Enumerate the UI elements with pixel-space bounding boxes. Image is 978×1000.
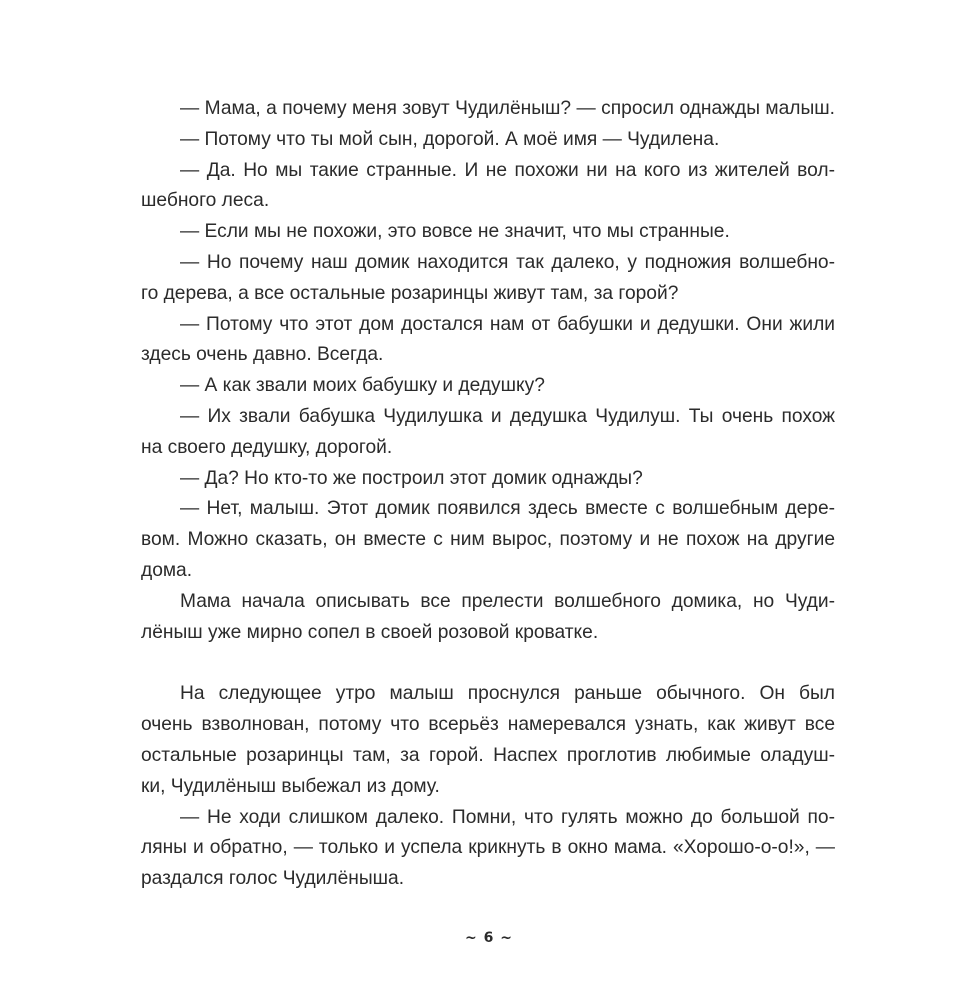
- text-line: раздался голос Чудилёныша.: [141, 868, 405, 890]
- text-line: на своего дедушку, дорогой.: [141, 436, 393, 458]
- text-line: — Их звали бабушка Чудилушка и дедушка Чудилуш. Ты очень похож: [180, 405, 835, 427]
- text-line: — Да. Но мы такие странные. И не похожи ни на кого из жителей вол-: [180, 159, 835, 181]
- text-line: — А как звали моих бабушку и дедушку?: [180, 375, 545, 397]
- text-line: ляны и обратно, — только и успела крикнуть в окно мама. «Хорошо-о-о!», —: [141, 837, 835, 859]
- text-line: — Мама, а почему меня зовут Чудилёныш? — спросил однажды малыш.: [180, 98, 835, 119]
- text-line: шебного леса.: [141, 190, 270, 212]
- text-line: здесь очень давно. Всегда.: [141, 344, 384, 366]
- text-line: — Нет, малыш. Этот домик появился здесь вместе с волшебным дере-: [180, 498, 835, 520]
- text-line: ки, Чудилёныш выбежал из дому.: [141, 775, 440, 797]
- page-number: ~ 6 ~: [465, 930, 513, 946]
- text-line: лёныш уже мирно сопел в своей розовой кроватке.: [141, 621, 599, 643]
- text-line: — Если мы не похожи, это вовсе не значит, что мы странные.: [180, 221, 730, 243]
- text-line: — Не ходи слишком далеко. Помни, что гулять можно до большой по-: [180, 806, 835, 828]
- text-line: дома.: [141, 559, 193, 581]
- text-line: — Да? Но кто-то же построил этот домик однажды?: [180, 467, 643, 489]
- text-line: — Но почему наш домик находится так далеко, у подножия волшебно-: [180, 251, 835, 273]
- body-text: [141, 94, 835, 895]
- text-line: Мама начала описывать все прелести волшебного домика, но Чуди-: [180, 590, 835, 612]
- text-line: — Потому что ты мой сын, дорогой. А моё имя — Чудилена.: [180, 128, 720, 150]
- paragraph-gap: [141, 648, 835, 679]
- text-line: — Потому что этот дом достался нам от бабушки и дедушки. Они жили: [180, 313, 835, 335]
- text-line: На следующее утро малыш проснулся раньше обычного. Он был: [180, 683, 835, 705]
- text-line: вом. Можно сказать, он вместе с ним вырос, поэтому и не похож на другие: [141, 529, 835, 551]
- text-line: остальные розаринцы там, за горой. Наспех проглотив любимые оладуш-: [141, 744, 835, 766]
- text-line: очень взволнован, потому что всерьёз намеревался узнать, как живут все: [141, 714, 835, 736]
- text-line: го дерева, а все остальные розаринцы живут там, за горой?: [141, 282, 679, 304]
